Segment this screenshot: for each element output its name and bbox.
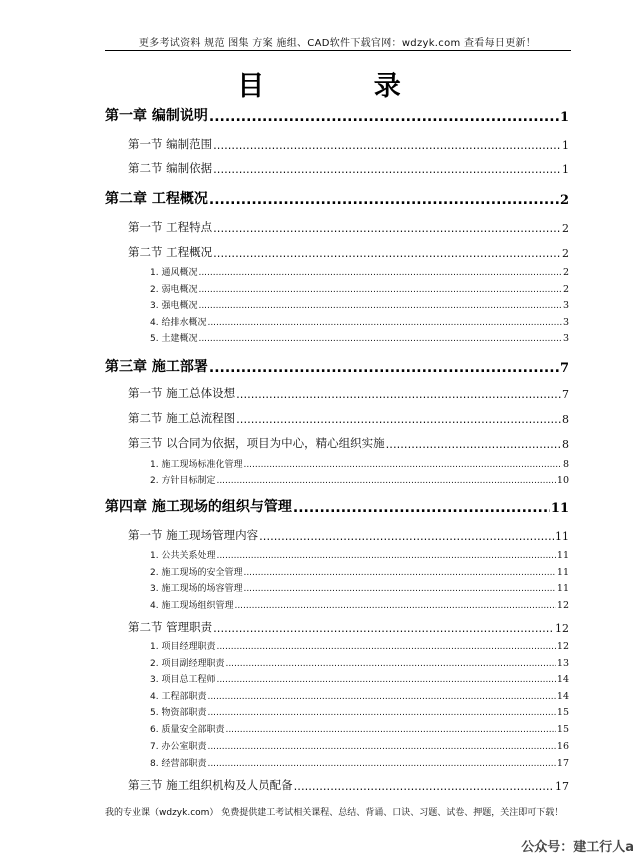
toc-entry-page: 7 bbox=[562, 388, 569, 401]
toc-entry-label: 第二节 编制依据 bbox=[128, 161, 213, 175]
toc-leader-dots bbox=[243, 568, 555, 578]
toc-entry-level-2[interactable] bbox=[128, 386, 569, 401]
footer-note: 我的专业课（wdzyk.com） 免费提供建工考试相关课程、总结、背诵、口诀、习题、试卷、押题，关注即可下载！ bbox=[105, 808, 564, 818]
toc-entry-label: 2. 弱电概况 bbox=[150, 285, 198, 295]
toc-entry-label: 第一章 编制说明 bbox=[105, 108, 208, 124]
toc-entry-level-3[interactable] bbox=[150, 723, 569, 735]
toc-entry-level-3[interactable] bbox=[150, 266, 569, 278]
toc-entry-level-2[interactable] bbox=[128, 778, 569, 793]
toc-entry-label: 3. 施工现场的场容管理 bbox=[150, 584, 243, 594]
toc-entry-label: 2. 施工现场的安全管理 bbox=[150, 568, 243, 578]
toc-entry-label: 5. 土建概况 bbox=[150, 334, 198, 344]
toc-leader-dots bbox=[234, 601, 555, 611]
toc-leader-dots bbox=[293, 500, 550, 516]
toc-entry-label: 1. 公共关系处理 bbox=[150, 551, 216, 561]
toc-entry-page: 1 bbox=[559, 110, 569, 125]
toc-entry-level-2[interactable] bbox=[128, 245, 569, 260]
toc-entry-level-3[interactable] bbox=[150, 673, 569, 685]
toc-entry-page: 3 bbox=[562, 333, 569, 344]
page-title: 目 录 bbox=[237, 71, 451, 102]
toc-entry-level-2[interactable] bbox=[128, 620, 569, 635]
toc-entry-page: 12 bbox=[556, 600, 569, 611]
toc-entry-label: 4. 给排水概况 bbox=[150, 318, 207, 328]
toc-entry-page: 12 bbox=[555, 622, 569, 635]
toc-entry-page: 11 bbox=[556, 550, 569, 561]
toc-leader-dots bbox=[198, 285, 562, 295]
toc-entry-page: 7 bbox=[559, 361, 569, 376]
toc-entry-page: 11 bbox=[556, 583, 569, 594]
toc-entry-level-3[interactable] bbox=[150, 582, 569, 594]
toc-entry-page: 1 bbox=[562, 163, 569, 176]
toc-entry-page: 2 bbox=[562, 284, 569, 295]
toc-leader-dots bbox=[198, 301, 562, 311]
toc-entry-page: 15 bbox=[556, 707, 569, 718]
toc-entry-level-3[interactable] bbox=[150, 474, 569, 486]
toc-leader-dots bbox=[209, 109, 559, 125]
toc-leader-dots bbox=[243, 460, 562, 470]
toc-entry-level-3[interactable] bbox=[150, 332, 569, 344]
toc-entry-label: 第一节 施工现场管理内容 bbox=[128, 528, 259, 542]
toc-entry-page: 17 bbox=[556, 758, 569, 769]
toc-entry-level-3[interactable] bbox=[150, 316, 569, 328]
toc-entry-label: 2. 项目副经理职责 bbox=[150, 659, 225, 669]
toc-leader-dots bbox=[207, 742, 555, 752]
toc-leader-dots bbox=[213, 221, 561, 235]
toc-leader-dots bbox=[225, 725, 555, 735]
toc-leader-dots bbox=[243, 584, 555, 594]
toc-entry-label: 第一节 工程特点 bbox=[128, 220, 213, 234]
toc-entry-label: 3. 强电概况 bbox=[150, 301, 198, 311]
toc-entry-label: 4. 工程部职责 bbox=[150, 692, 207, 702]
toc-entry-page: 11 bbox=[556, 567, 569, 578]
toc-entry-label: 第三章 施工部署 bbox=[105, 359, 208, 375]
toc-entry-page: 2 bbox=[559, 193, 569, 208]
toc-entry-level-1[interactable] bbox=[105, 358, 569, 376]
toc-entry-level-2[interactable] bbox=[128, 220, 569, 235]
toc-entry-label: 1. 通风概况 bbox=[150, 268, 198, 278]
toc-entry-label: 8. 经营部职责 bbox=[150, 759, 207, 769]
toc-leader-dots bbox=[216, 675, 555, 685]
toc-entry-page: 15 bbox=[556, 724, 569, 735]
toc-entry-level-3[interactable] bbox=[150, 549, 569, 561]
toc-leader-dots bbox=[259, 529, 554, 543]
toc-leader-dots bbox=[198, 268, 562, 278]
watermark: 公众号：建工行人a bbox=[521, 840, 634, 855]
toc-entry-level-3[interactable] bbox=[150, 757, 569, 769]
toc-entry-page: 8 bbox=[562, 413, 569, 426]
toc-entry-label: 第一节 施工总体设想 bbox=[128, 386, 236, 400]
toc-entry-label: 3. 项目总工程师 bbox=[150, 675, 216, 685]
toc-leader-dots bbox=[213, 162, 561, 176]
toc-entry-label: 1. 项目经理职责 bbox=[150, 642, 216, 652]
header-note: 更多考试资料 规范 图集 方案 施组、CAD软件下载官网：wdzyk.com 查看每日更新！ bbox=[138, 38, 537, 49]
toc-entry-level-3[interactable] bbox=[150, 740, 569, 752]
toc-entry-level-1[interactable] bbox=[105, 498, 569, 516]
toc-entry-page: 2 bbox=[562, 222, 569, 235]
toc-leader-dots bbox=[213, 138, 561, 152]
toc-entry-label: 6. 质量安全部职责 bbox=[150, 725, 225, 735]
toc-entry-level-3[interactable] bbox=[150, 657, 569, 669]
toc-entry-page: 3 bbox=[562, 300, 569, 311]
toc-entry-label: 7. 办公室职责 bbox=[150, 742, 207, 752]
toc-entry-level-3[interactable] bbox=[150, 283, 569, 295]
toc-entry-level-2[interactable] bbox=[128, 436, 569, 451]
toc-entry-label: 4. 施工现场组织管理 bbox=[150, 601, 234, 611]
toc-entry-level-3[interactable] bbox=[150, 599, 569, 611]
toc-leader-dots bbox=[207, 692, 555, 702]
toc-entry-label: 第二章 工程概况 bbox=[105, 191, 208, 207]
toc-leader-dots bbox=[386, 437, 561, 451]
toc-entry-label: 2. 方针目标制定 bbox=[150, 476, 216, 486]
toc-leader-dots bbox=[236, 387, 561, 401]
toc-entry-level-3[interactable] bbox=[150, 299, 569, 311]
toc-leader-dots bbox=[236, 412, 561, 426]
toc-entry-label: 1. 施工现场标准化管理 bbox=[150, 460, 243, 470]
toc-entry-level-2[interactable] bbox=[128, 411, 569, 426]
toc-leader-dots bbox=[225, 659, 555, 669]
toc-leader-dots bbox=[209, 360, 559, 376]
toc-leader-dots bbox=[207, 708, 555, 718]
toc-leader-dots bbox=[213, 246, 561, 260]
toc-leader-dots bbox=[213, 621, 554, 635]
toc-entry-page: 14 bbox=[556, 691, 569, 702]
toc-entry-level-3[interactable] bbox=[150, 458, 569, 470]
toc-entry-level-2[interactable] bbox=[128, 528, 569, 543]
toc-entry-label: 第四章 施工现场的组织与管理 bbox=[105, 499, 292, 515]
toc-leader-dots bbox=[207, 318, 562, 328]
toc-entry-page: 10 bbox=[556, 475, 569, 486]
toc-leader-dots bbox=[294, 779, 554, 793]
toc-entry-page: 8 bbox=[562, 459, 569, 470]
toc-entry-page: 11 bbox=[550, 501, 569, 516]
toc-entry-label: 第三节 以合同为依据，项目为中心，精心组织实施 bbox=[128, 436, 385, 450]
toc-entry-label: 第二节 工程概况 bbox=[128, 245, 213, 259]
header-rule bbox=[105, 50, 571, 51]
toc-entry-level-3[interactable] bbox=[150, 566, 569, 578]
toc-entry-page: 3 bbox=[562, 317, 569, 328]
toc-leader-dots bbox=[216, 642, 555, 652]
toc-entry-page: 2 bbox=[562, 267, 569, 278]
toc-entry-page: 8 bbox=[562, 438, 569, 451]
toc-entry-label: 第三节 施工组织机构及人员配备 bbox=[128, 778, 293, 792]
toc-entry-label: 第二节 施工总流程图 bbox=[128, 411, 236, 425]
toc-leader-dots bbox=[207, 759, 555, 769]
toc-entry-page: 14 bbox=[556, 674, 569, 685]
toc-entry-level-3[interactable] bbox=[150, 706, 569, 718]
toc-entry-level-2[interactable] bbox=[128, 137, 569, 152]
toc-entry-page: 13 bbox=[556, 658, 569, 669]
toc-entry-level-1[interactable] bbox=[105, 107, 569, 125]
toc-leader-dots bbox=[216, 551, 555, 561]
toc-leader-dots bbox=[198, 334, 562, 344]
toc-entry-level-3[interactable] bbox=[150, 640, 569, 652]
toc-entry-page: 17 bbox=[555, 780, 569, 793]
toc-entry-level-2[interactable] bbox=[128, 161, 569, 176]
toc-entry-page: 12 bbox=[556, 641, 569, 652]
toc-entry-page: 1 bbox=[562, 139, 569, 152]
toc-entry-page: 11 bbox=[555, 530, 569, 543]
toc-entry-page: 16 bbox=[556, 741, 569, 752]
toc-leader-dots bbox=[209, 192, 559, 208]
toc-leader-dots bbox=[216, 476, 555, 486]
toc-entry-level-1[interactable] bbox=[105, 190, 569, 208]
toc-entry-label: 5. 物资部职责 bbox=[150, 708, 207, 718]
toc-entry-label: 第二节 管理职责 bbox=[128, 620, 213, 634]
toc-entry-label: 第一节 编制范围 bbox=[128, 137, 213, 151]
toc-entry-level-3[interactable] bbox=[150, 690, 569, 702]
toc-entry-page: 2 bbox=[562, 247, 569, 260]
